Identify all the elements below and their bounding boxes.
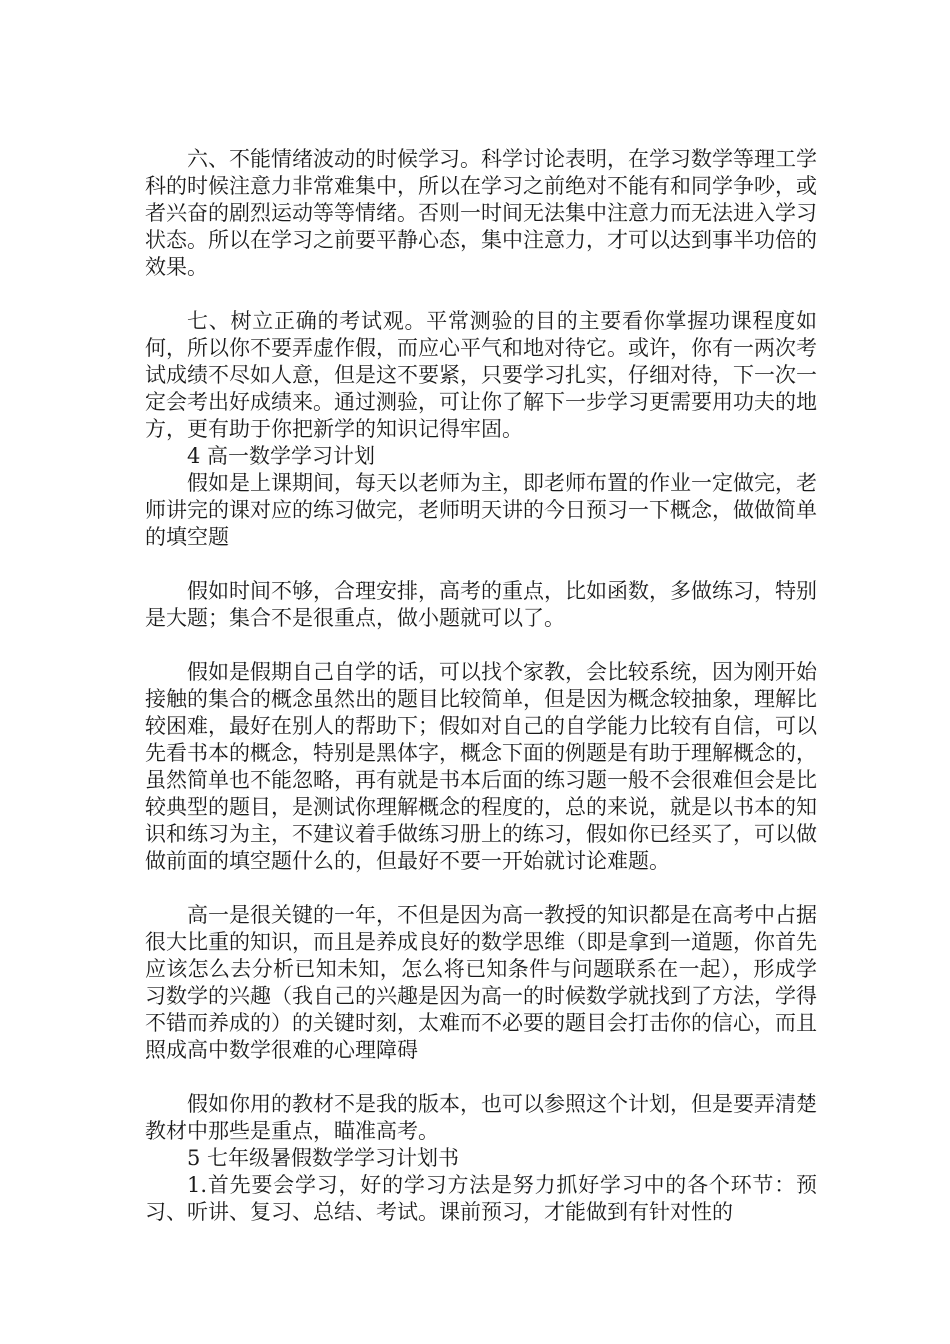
paragraph-seven: 七、树立正确的考试观。平常测验的目的主要看你掌握功课程度如何，所以你不要弄虚作假，而应心平气和地对待它。或许，你有一两次考试成绩不尽如人意，但是这不要紧，只要学习扎实，仔细对待，下一次一定会考出好成绩来。通过测验，可让你了解下一步学习更需要用功夫的地方，更有助于你把新学的知识记得牢固。 bbox=[145, 309, 817, 441]
paragraph-textbook: 假如你用的教材不是我的版本，也可以参照这个计划，但是要弄清楚教材中那些是重点，瞄准高考。 bbox=[145, 1092, 817, 1143]
paragraph-six: 六、不能情绪波动的时候学习。科学讨论表明，在学习数学等理工学科的时候注意力非常难集中，所以在学习之前绝对不能有和同学争吵，或者兴奋的剧烈运动等等情绪。否则一时间无法集中注意力而无法进入学习状态。所以在学习之前要平静心态，集中注意力，才可以达到事半功倍的效果。 bbox=[145, 147, 817, 279]
paragraph-first-year: 高一是很关键的一年，不但是因为高一教授的知识都是在高考中占据很大比重的知识，而且是养成良好的数学思维（即是拿到一道题，你首先应该怎么去分析已知未知，怎么将已知条件与问题联系在一起），形成学习数学的兴趣（我自己的兴趣是因为高一的时候数学就找到了方法，学得不错而养成的）的关键时刻，太难而不必要的题目会打击你的信心，而且照成高中数学很难的心理障碍 bbox=[145, 903, 817, 1062]
section-heading-4: 4 高一数学学习计划 bbox=[187, 444, 376, 468]
paragraph-learn-method: 1.首先要会学习，好的学习方法是努力抓好学习中的各个环节：预习、听讲、复习、总结、考试。课前预习，才能做到有针对性的 bbox=[145, 1173, 817, 1224]
section-heading-5: 5 七年级暑假数学学习计划书 bbox=[187, 1146, 460, 1170]
document-body bbox=[145, 146, 817, 1226]
paragraph-class-period: 假如是上课期间，每天以老师为主，即老师布置的作业一定做完，老师讲完的课对应的练习做完，老师明天讲的今日预习一下概念，做做简单的填空题 bbox=[145, 471, 817, 549]
paragraph-time-short: 假如时间不够，合理安排，高考的重点，比如函数，多做练习，特别是大题；集合不是很重点，做小题就可以了。 bbox=[145, 579, 817, 630]
paragraph-self-study: 假如是假期自己自学的话，可以找个家教，会比较系统，因为刚开始接触的集合的概念虽然出的题目比较简单，但是因为概念较抽象，理解比较困难，最好在别人的帮助下；假如对自己的自学能力比较有自信，可以先看书本的概念，特别是黑体字，概念下面的例题是有助于理解概念的，虽然简单也不能忽略，再有就是书本后面的练习题一般不会很难但会是比较典型的题目，是测试你理解概念的程度的，总的来说，就是以书本的知识和练习为主，不建议着手做练习册上的练习，假如你已经买了，可以做做前面的填空题什么的，但最好不要一开始就讨论难题。 bbox=[145, 660, 817, 873]
